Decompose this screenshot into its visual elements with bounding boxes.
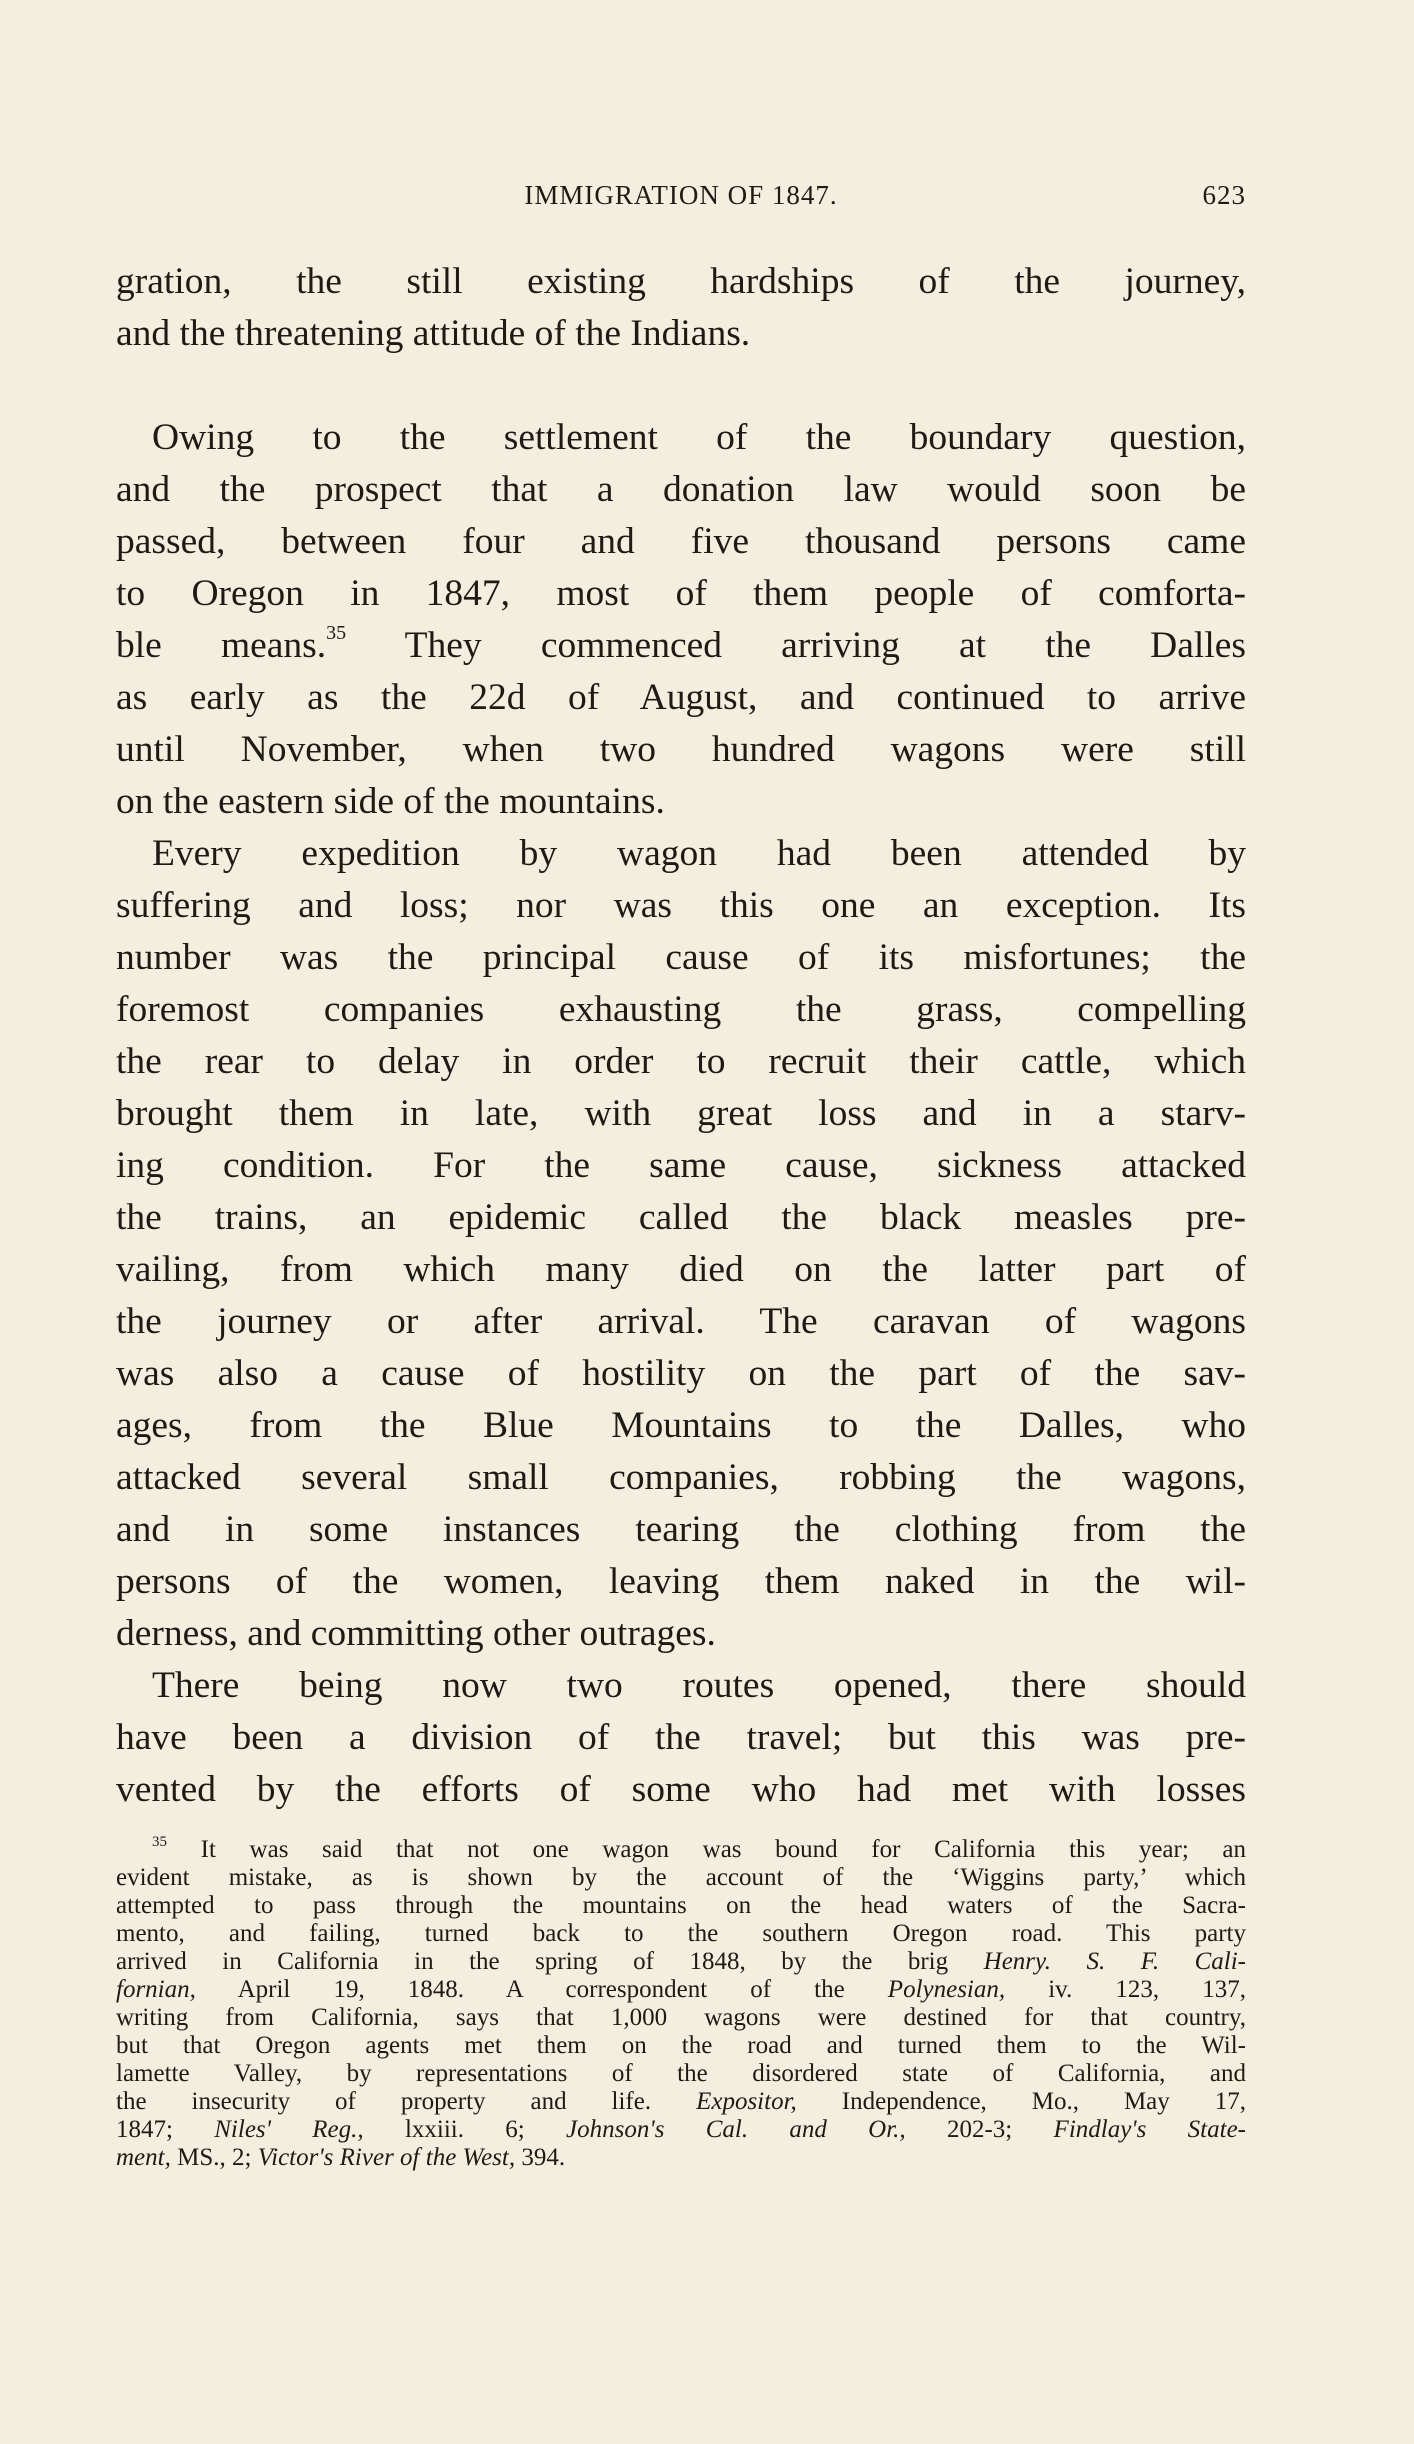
page-header [116, 176, 1246, 220]
paragraph-gap [116, 360, 1246, 412]
text-line: to Oregon in 1847, most of them people of comforta- [116, 573, 1246, 614]
footnote-line [116, 1976, 1246, 2004]
footnote-line: evident mistake, as is shown by the account of the ‘Wiggins party,’ which [116, 1864, 1246, 1891]
footnote [116, 1836, 1246, 2172]
citation-italic: fornian, [116, 1976, 196, 2003]
text-line: on the eastern side of the mountains. [116, 781, 665, 822]
text-line: the rear to delay in order to recruit their cattle, which [116, 1041, 1246, 1082]
footnote-line: attempted to pass through the mountains on the head waters of the Sacra- [116, 1892, 1246, 1919]
text-segment: 202-3; [905, 2116, 1054, 2143]
text-line: as early as the 22d of August, and continued to arrive [116, 677, 1246, 718]
citation-italic: Henry. S. F. Cali- [983, 1948, 1246, 1975]
text-line: attacked several small companies, robbing the wagons, [116, 1457, 1246, 1498]
citation-italic: ment, [116, 2144, 171, 2171]
text-line: persons of the women, leaving them naked in the wil- [116, 1561, 1246, 1602]
text-line: passed, between four and five thousand persons came [116, 521, 1246, 562]
text-line: brought them in late, with great loss and in a starv- [116, 1093, 1246, 1134]
text-segment: 394. [515, 2144, 566, 2171]
text-segment: MS., 2; [170, 2144, 258, 2171]
text-line: foremost companies exhausting the grass, compelling [116, 989, 1246, 1030]
citation-italic: Victor's River of the West, [257, 2144, 516, 2171]
footnote-reference: 35 [326, 622, 347, 644]
text-line: was also a cause of hostility on the part of the sav- [116, 1353, 1246, 1394]
citation-italic: Expositor, [696, 2088, 797, 2115]
text-line: and the prospect that a donation law would soon be [116, 469, 1246, 510]
running-head: IMMIGRATION OF 1847. [524, 180, 838, 210]
citation-italic: Johnson's Cal. and Or., [566, 2116, 906, 2143]
text-line: and in some instances tearing the clothing from the [116, 1509, 1246, 1550]
text-line: Every expedition by wagon had been attended by [152, 833, 1246, 874]
text-line: derness, and committing other outrages. [116, 1613, 716, 1654]
text-segment: lxxiii. 6; [363, 2116, 567, 2143]
text-line: number was the principal cause of its misfortunes; the [116, 937, 1246, 978]
text-line: and the threatening attitude of the Indians. [116, 313, 751, 354]
footnote-line: but that Oregon agents met them on the road and turned them to the Wil- [116, 2032, 1246, 2059]
text-line: have been a division of the travel; but this was pre- [116, 1717, 1246, 1758]
text-line: gration, the still existing hardships of the journey, [116, 261, 1246, 302]
text-line: the journey or after arrival. The caravan of wagons [116, 1301, 1246, 1342]
text-line: vented by the efforts of some who had met with losses [116, 1769, 1246, 1810]
citation-italic: Polynesian, [887, 1976, 1006, 2003]
text-line: There being now two routes opened, there should [152, 1665, 1246, 1706]
text-line: until November, when two hundred wagons were still [116, 729, 1246, 770]
footnote-line: lamette Valley, by representations of the disordered state of California, and [116, 2060, 1246, 2087]
text-segment: April 19, 1848. A correspondent of the [195, 1976, 888, 2003]
footnote-line [116, 1836, 1246, 1864]
text-segment: They commenced arriving at the Dalles [404, 625, 1246, 666]
text-line-with-footnote-ref [116, 620, 1246, 672]
citation-italic: Niles' Reg., [214, 2116, 364, 2143]
text-line: the trains, an epidemic called the black measles pre- [116, 1197, 1246, 1238]
footnote-line [116, 2144, 1246, 2172]
main-text [116, 256, 1246, 1816]
page-number: 623 [1202, 180, 1246, 210]
text-segment: It was said that not one wagon was bound for California this year; an [200, 1836, 1247, 1863]
text-line: vailing, from which many died on the latter part of [116, 1249, 1246, 1290]
text-line: ages, from the Blue Mountains to the Dalles, who [116, 1405, 1246, 1446]
text-segment: ble means. [116, 625, 327, 666]
text-line: ing condition. For the same cause, sickness attacked [116, 1145, 1246, 1186]
text-line: suffering and loss; nor was this one an exception. Its [116, 885, 1246, 926]
citation-italic: Findlay's State- [1053, 2116, 1246, 2143]
footnote-line [116, 1948, 1246, 1976]
text-segment: 1847; [116, 2116, 215, 2143]
footnote-line: writing from California, says that 1,000 wagons were destined for that country, [116, 2004, 1246, 2031]
footnote-marker: 35 [152, 1834, 167, 1850]
text-segment: arrived in California in the spring of 1848, by the brig [116, 1948, 984, 1975]
text-segment: the insecurity of property and life. [116, 2088, 697, 2115]
text-segment: iv. 123, 137, [1005, 1976, 1246, 2003]
footnote-line: mento, and failing, turned back to the southern Oregon road. This party [116, 1920, 1246, 1947]
text-line: Owing to the settlement of the boundary question, [152, 417, 1246, 458]
text-segment: Independence, Mo., May 17, [796, 2088, 1246, 2115]
footnote-line [116, 2116, 1246, 2144]
footnote-line [116, 2088, 1246, 2116]
